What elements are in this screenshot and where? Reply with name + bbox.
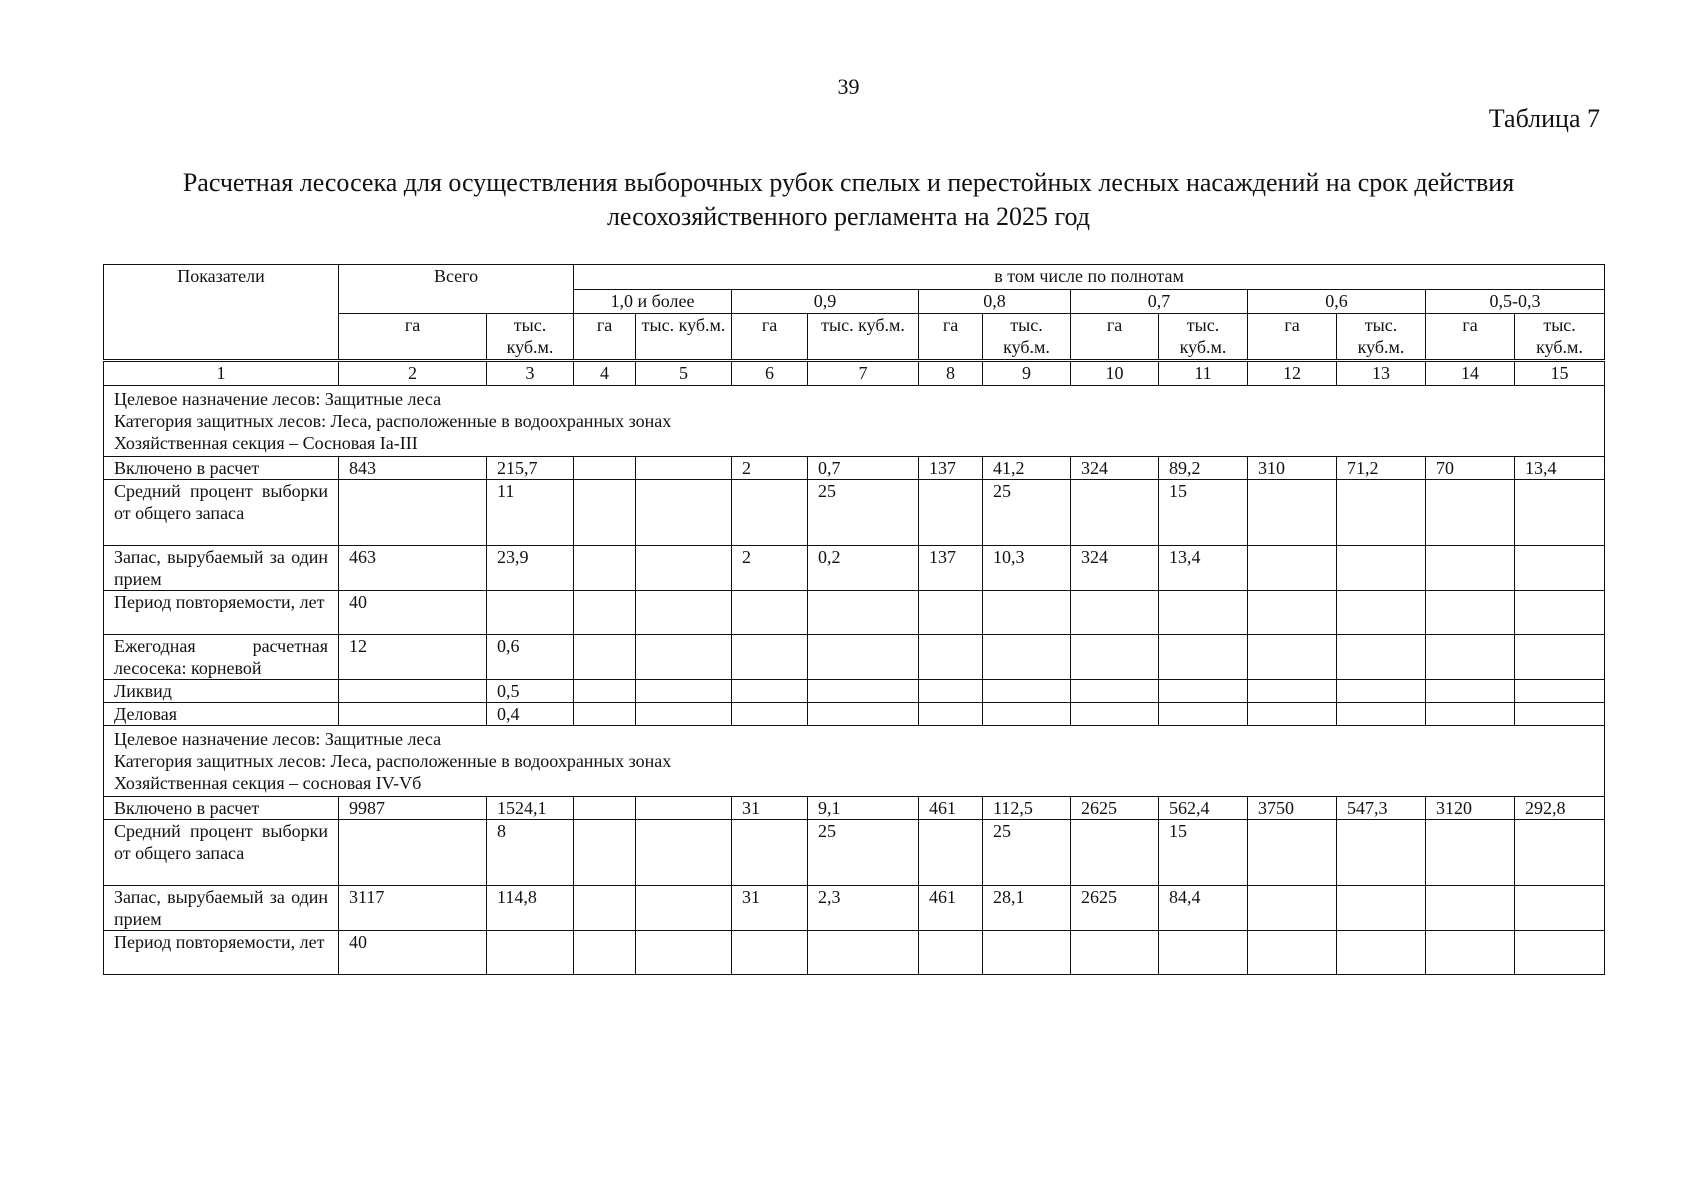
table-cell — [1159, 635, 1248, 680]
table-row — [104, 820, 1605, 886]
table-cell: 292,8 — [1515, 797, 1605, 820]
table-cell — [1515, 820, 1605, 886]
table-cell: 41,2 — [983, 457, 1071, 480]
table-cell — [1426, 886, 1515, 931]
table-cell — [1426, 480, 1515, 546]
document-title — [110, 166, 1587, 234]
section-category: Категория защитных лесов: Леса, расположенные в водоохранных зонах — [114, 751, 672, 771]
column-number: 2 — [339, 361, 487, 386]
header-unit: га — [732, 314, 808, 361]
table-cell — [919, 635, 983, 680]
table-cell: 40 — [339, 931, 487, 975]
table-cell: 3120 — [1426, 797, 1515, 820]
table-cell — [1515, 680, 1605, 703]
table-cell — [1248, 886, 1337, 931]
column-number: 12 — [1248, 361, 1337, 386]
header-unit: тыс. куб.м. — [808, 314, 919, 361]
table-cell — [1515, 480, 1605, 546]
table-cell: 843 — [339, 457, 487, 480]
row-label: Период повторяемости, лет — [104, 591, 339, 635]
table-cell — [732, 680, 808, 703]
table-cell — [1337, 680, 1426, 703]
table-cell — [808, 591, 919, 635]
table-cell: 0,4 — [487, 703, 574, 726]
column-number: 7 — [808, 361, 919, 386]
table-cell — [1337, 886, 1426, 931]
table-cell — [983, 931, 1071, 975]
table-cell — [1515, 886, 1605, 931]
table-cell — [636, 546, 732, 591]
table-cell: 12 — [339, 635, 487, 680]
table-cell — [1337, 635, 1426, 680]
header-unit: га — [1248, 314, 1337, 361]
table-cell — [1071, 703, 1159, 726]
table-label: Таблица 7 — [1488, 104, 1600, 133]
table-cell — [1248, 480, 1337, 546]
header-density: 1,0 и более — [574, 290, 732, 314]
table-cell — [1159, 703, 1248, 726]
table-cell: 8 — [487, 820, 574, 886]
table-cell — [1071, 820, 1159, 886]
table-cell — [1071, 480, 1159, 546]
table-cell — [1071, 931, 1159, 975]
table-cell — [1159, 680, 1248, 703]
table-cell — [1337, 820, 1426, 886]
table-cell — [574, 820, 636, 886]
table-cell — [808, 931, 919, 975]
table-cell: 3117 — [339, 886, 487, 931]
table-cell: 28,1 — [983, 886, 1071, 931]
row-label: Средний процент выборки от общего запаса — [104, 820, 339, 886]
table-cell: 9,1 — [808, 797, 919, 820]
table-cell: 2 — [732, 546, 808, 591]
table-cell — [919, 480, 983, 546]
column-number: 13 — [1337, 361, 1426, 386]
table-cell: 70 — [1426, 457, 1515, 480]
table-cell — [1426, 703, 1515, 726]
row-label: Деловая — [104, 703, 339, 726]
row-label: Запас, вырубаемый за один прием — [104, 546, 339, 591]
table-cell — [1071, 680, 1159, 703]
table-row — [104, 797, 1605, 820]
table-row — [104, 703, 1605, 726]
table-cell — [1337, 931, 1426, 975]
table-cell — [1248, 680, 1337, 703]
table-cell: 40 — [339, 591, 487, 635]
table-cell — [574, 886, 636, 931]
table-cell — [1426, 635, 1515, 680]
table-cell — [732, 480, 808, 546]
column-number: 9 — [983, 361, 1071, 386]
table-cell — [339, 820, 487, 886]
table-cell — [919, 703, 983, 726]
table-cell — [1248, 931, 1337, 975]
table-cell: 31 — [732, 797, 808, 820]
column-number: 4 — [574, 361, 636, 386]
table-cell — [1337, 480, 1426, 546]
table-cell: 11 — [487, 480, 574, 546]
table-cell: 310 — [1248, 457, 1337, 480]
table-body — [104, 386, 1605, 975]
table-cell — [1337, 703, 1426, 726]
table-cell — [1248, 546, 1337, 591]
table-cell: 461 — [919, 797, 983, 820]
table-cell — [574, 635, 636, 680]
table-cell: 13,4 — [1159, 546, 1248, 591]
section-section: Хозяйственная секция – Сосновая Ia-III — [114, 433, 418, 453]
table-cell: 31 — [732, 886, 808, 931]
title-line-1: Расчетная лесосека для осуществления выборочных рубок спелых и перестойных лесных насаждений на срок действия — [182, 168, 1515, 197]
table-cell — [1248, 635, 1337, 680]
table-cell: 324 — [1071, 457, 1159, 480]
table-cell: 25 — [808, 820, 919, 886]
header-total: Всего — [339, 265, 574, 314]
column-number: 15 — [1515, 361, 1605, 386]
title-line-2: лесохозяйственного регламента на 2025 год — [606, 202, 1091, 231]
table-cell — [339, 703, 487, 726]
header-unit: га — [1426, 314, 1515, 361]
table-cell — [636, 457, 732, 480]
table-cell: 137 — [919, 457, 983, 480]
table-cell: 15 — [1159, 820, 1248, 886]
table-cell — [574, 546, 636, 591]
table-cell — [1248, 703, 1337, 726]
table-cell: 10,3 — [983, 546, 1071, 591]
table-cell — [983, 635, 1071, 680]
table-cell: 89,2 — [1159, 457, 1248, 480]
table-row — [104, 680, 1605, 703]
header-unit: тыс. куб.м. — [1159, 314, 1248, 361]
table-cell — [574, 591, 636, 635]
table-cell — [636, 797, 732, 820]
header-density: 0,6 — [1248, 290, 1426, 314]
table-cell — [808, 635, 919, 680]
column-number: 8 — [919, 361, 983, 386]
table-cell: 0,2 — [808, 546, 919, 591]
table-cell: 84,4 — [1159, 886, 1248, 931]
table-cell — [636, 820, 732, 886]
table-cell: 0,6 — [487, 635, 574, 680]
table-cell — [1426, 931, 1515, 975]
table-row — [104, 546, 1605, 591]
header-density: 0,8 — [919, 290, 1071, 314]
header-unit: тыс. куб.м. — [1515, 314, 1605, 361]
table-cell — [1515, 703, 1605, 726]
table-cell — [1159, 931, 1248, 975]
table-cell — [919, 591, 983, 635]
table-cell — [983, 703, 1071, 726]
table-cell: 25 — [983, 480, 1071, 546]
header-unit: га — [339, 314, 487, 361]
table-cell — [983, 680, 1071, 703]
table-cell — [808, 703, 919, 726]
table-cell: 3750 — [1248, 797, 1337, 820]
table-cell — [919, 680, 983, 703]
header-density: 0,7 — [1071, 290, 1248, 314]
column-number: 1 — [104, 361, 339, 386]
allowable-cut-table — [103, 264, 1605, 975]
table-cell — [1426, 591, 1515, 635]
table-cell: 562,4 — [1159, 797, 1248, 820]
table-cell — [919, 931, 983, 975]
table-cell — [1337, 591, 1426, 635]
header-indicators: Показатели — [104, 265, 339, 361]
table-cell — [1248, 591, 1337, 635]
table-cell — [1515, 546, 1605, 591]
table-cell — [636, 886, 732, 931]
header-unit: тыс. куб.м. — [983, 314, 1071, 361]
header-unit: тыс. куб.м. — [636, 314, 732, 361]
table-cell — [1426, 680, 1515, 703]
table-cell — [1071, 591, 1159, 635]
table-cell: 461 — [919, 886, 983, 931]
table-cell — [1426, 820, 1515, 886]
table-cell — [636, 680, 732, 703]
table-cell — [574, 457, 636, 480]
table-cell: 25 — [983, 820, 1071, 886]
section-header — [104, 386, 1605, 457]
row-label: Включено в расчет — [104, 797, 339, 820]
table-cell: 324 — [1071, 546, 1159, 591]
table-cell — [732, 931, 808, 975]
table-cell: 0,5 — [487, 680, 574, 703]
table-cell: 112,5 — [983, 797, 1071, 820]
table-cell — [1071, 635, 1159, 680]
column-number: 11 — [1159, 361, 1248, 386]
table-cell: 2625 — [1071, 797, 1159, 820]
table-cell: 463 — [339, 546, 487, 591]
table-cell — [574, 797, 636, 820]
table-cell — [1426, 546, 1515, 591]
column-number: 5 — [636, 361, 732, 386]
table-cell — [1515, 635, 1605, 680]
section-purpose: Целевое назначение лесов: Защитные леса — [114, 389, 442, 409]
table-cell — [1248, 820, 1337, 886]
table-cell — [574, 680, 636, 703]
table-cell: 2625 — [1071, 886, 1159, 931]
header-density: 0,9 — [732, 290, 919, 314]
table-cell — [1515, 591, 1605, 635]
table-cell: 215,7 — [487, 457, 574, 480]
page-number: 39 — [837, 74, 860, 99]
section-category: Категория защитных лесов: Леса, расположенные в водоохранных зонах — [114, 411, 672, 431]
table-cell: 137 — [919, 546, 983, 591]
table-row — [104, 457, 1605, 480]
table-cell — [636, 635, 732, 680]
table-cell: 71,2 — [1337, 457, 1426, 480]
table-cell — [636, 931, 732, 975]
header-by-density: в том числе по полнотам — [574, 265, 1605, 290]
table-cell — [983, 591, 1071, 635]
table-cell — [487, 591, 574, 635]
table-cell: 15 — [1159, 480, 1248, 546]
table-cell — [636, 591, 732, 635]
table-cell — [732, 635, 808, 680]
column-number: 14 — [1426, 361, 1515, 386]
table-cell — [339, 480, 487, 546]
row-label: Включено в расчет — [104, 457, 339, 480]
header-unit: га — [574, 314, 636, 361]
table-cell: 9987 — [339, 797, 487, 820]
column-number: 10 — [1071, 361, 1159, 386]
table-cell — [487, 931, 574, 975]
table-cell — [919, 820, 983, 886]
header-density: 0,5-0,3 — [1426, 290, 1605, 314]
table-cell — [339, 680, 487, 703]
header-unit: тыс. куб.м. — [1337, 314, 1426, 361]
table-cell — [1159, 591, 1248, 635]
section-header — [104, 726, 1605, 797]
table-cell: 13,4 — [1515, 457, 1605, 480]
table-cell: 2 — [732, 457, 808, 480]
table-row — [104, 886, 1605, 931]
header-unit: га — [1071, 314, 1159, 361]
table-cell — [1337, 546, 1426, 591]
table-cell: 114,8 — [487, 886, 574, 931]
section-section: Хозяйственная секция – сосновая IV-Vб — [114, 773, 422, 793]
table-cell — [574, 480, 636, 546]
header-unit: тыс. куб.м. — [487, 314, 574, 361]
section-purpose: Целевое назначение лесов: Защитные леса — [114, 729, 442, 749]
table-cell — [636, 703, 732, 726]
table-row — [104, 591, 1605, 635]
table-row — [104, 480, 1605, 546]
table-row — [104, 931, 1605, 975]
row-label: Запас, вырубаемый за один прием — [104, 886, 339, 931]
table-cell — [732, 820, 808, 886]
table-cell: 2,3 — [808, 886, 919, 931]
column-number: 3 — [487, 361, 574, 386]
table-cell — [732, 703, 808, 726]
row-label: Период повторяемости, лет — [104, 931, 339, 975]
table-cell — [636, 480, 732, 546]
table-cell: 0,7 — [808, 457, 919, 480]
table-cell: 23,9 — [487, 546, 574, 591]
column-number: 6 — [732, 361, 808, 386]
table-cell — [808, 680, 919, 703]
header-unit: га — [919, 314, 983, 361]
row-label: Ликвид — [104, 680, 339, 703]
row-label: Ежегодная расчетная лесосека: корневой — [104, 635, 339, 680]
table-cell — [732, 591, 808, 635]
table-header — [104, 265, 1605, 386]
row-label: Средний процент выборки от общего запаса — [104, 480, 339, 546]
table-cell — [1515, 931, 1605, 975]
table-cell: 547,3 — [1337, 797, 1426, 820]
table-cell — [574, 703, 636, 726]
table-cell — [574, 931, 636, 975]
table-row — [104, 635, 1605, 680]
table-cell: 1524,1 — [487, 797, 574, 820]
table-cell: 25 — [808, 480, 919, 546]
